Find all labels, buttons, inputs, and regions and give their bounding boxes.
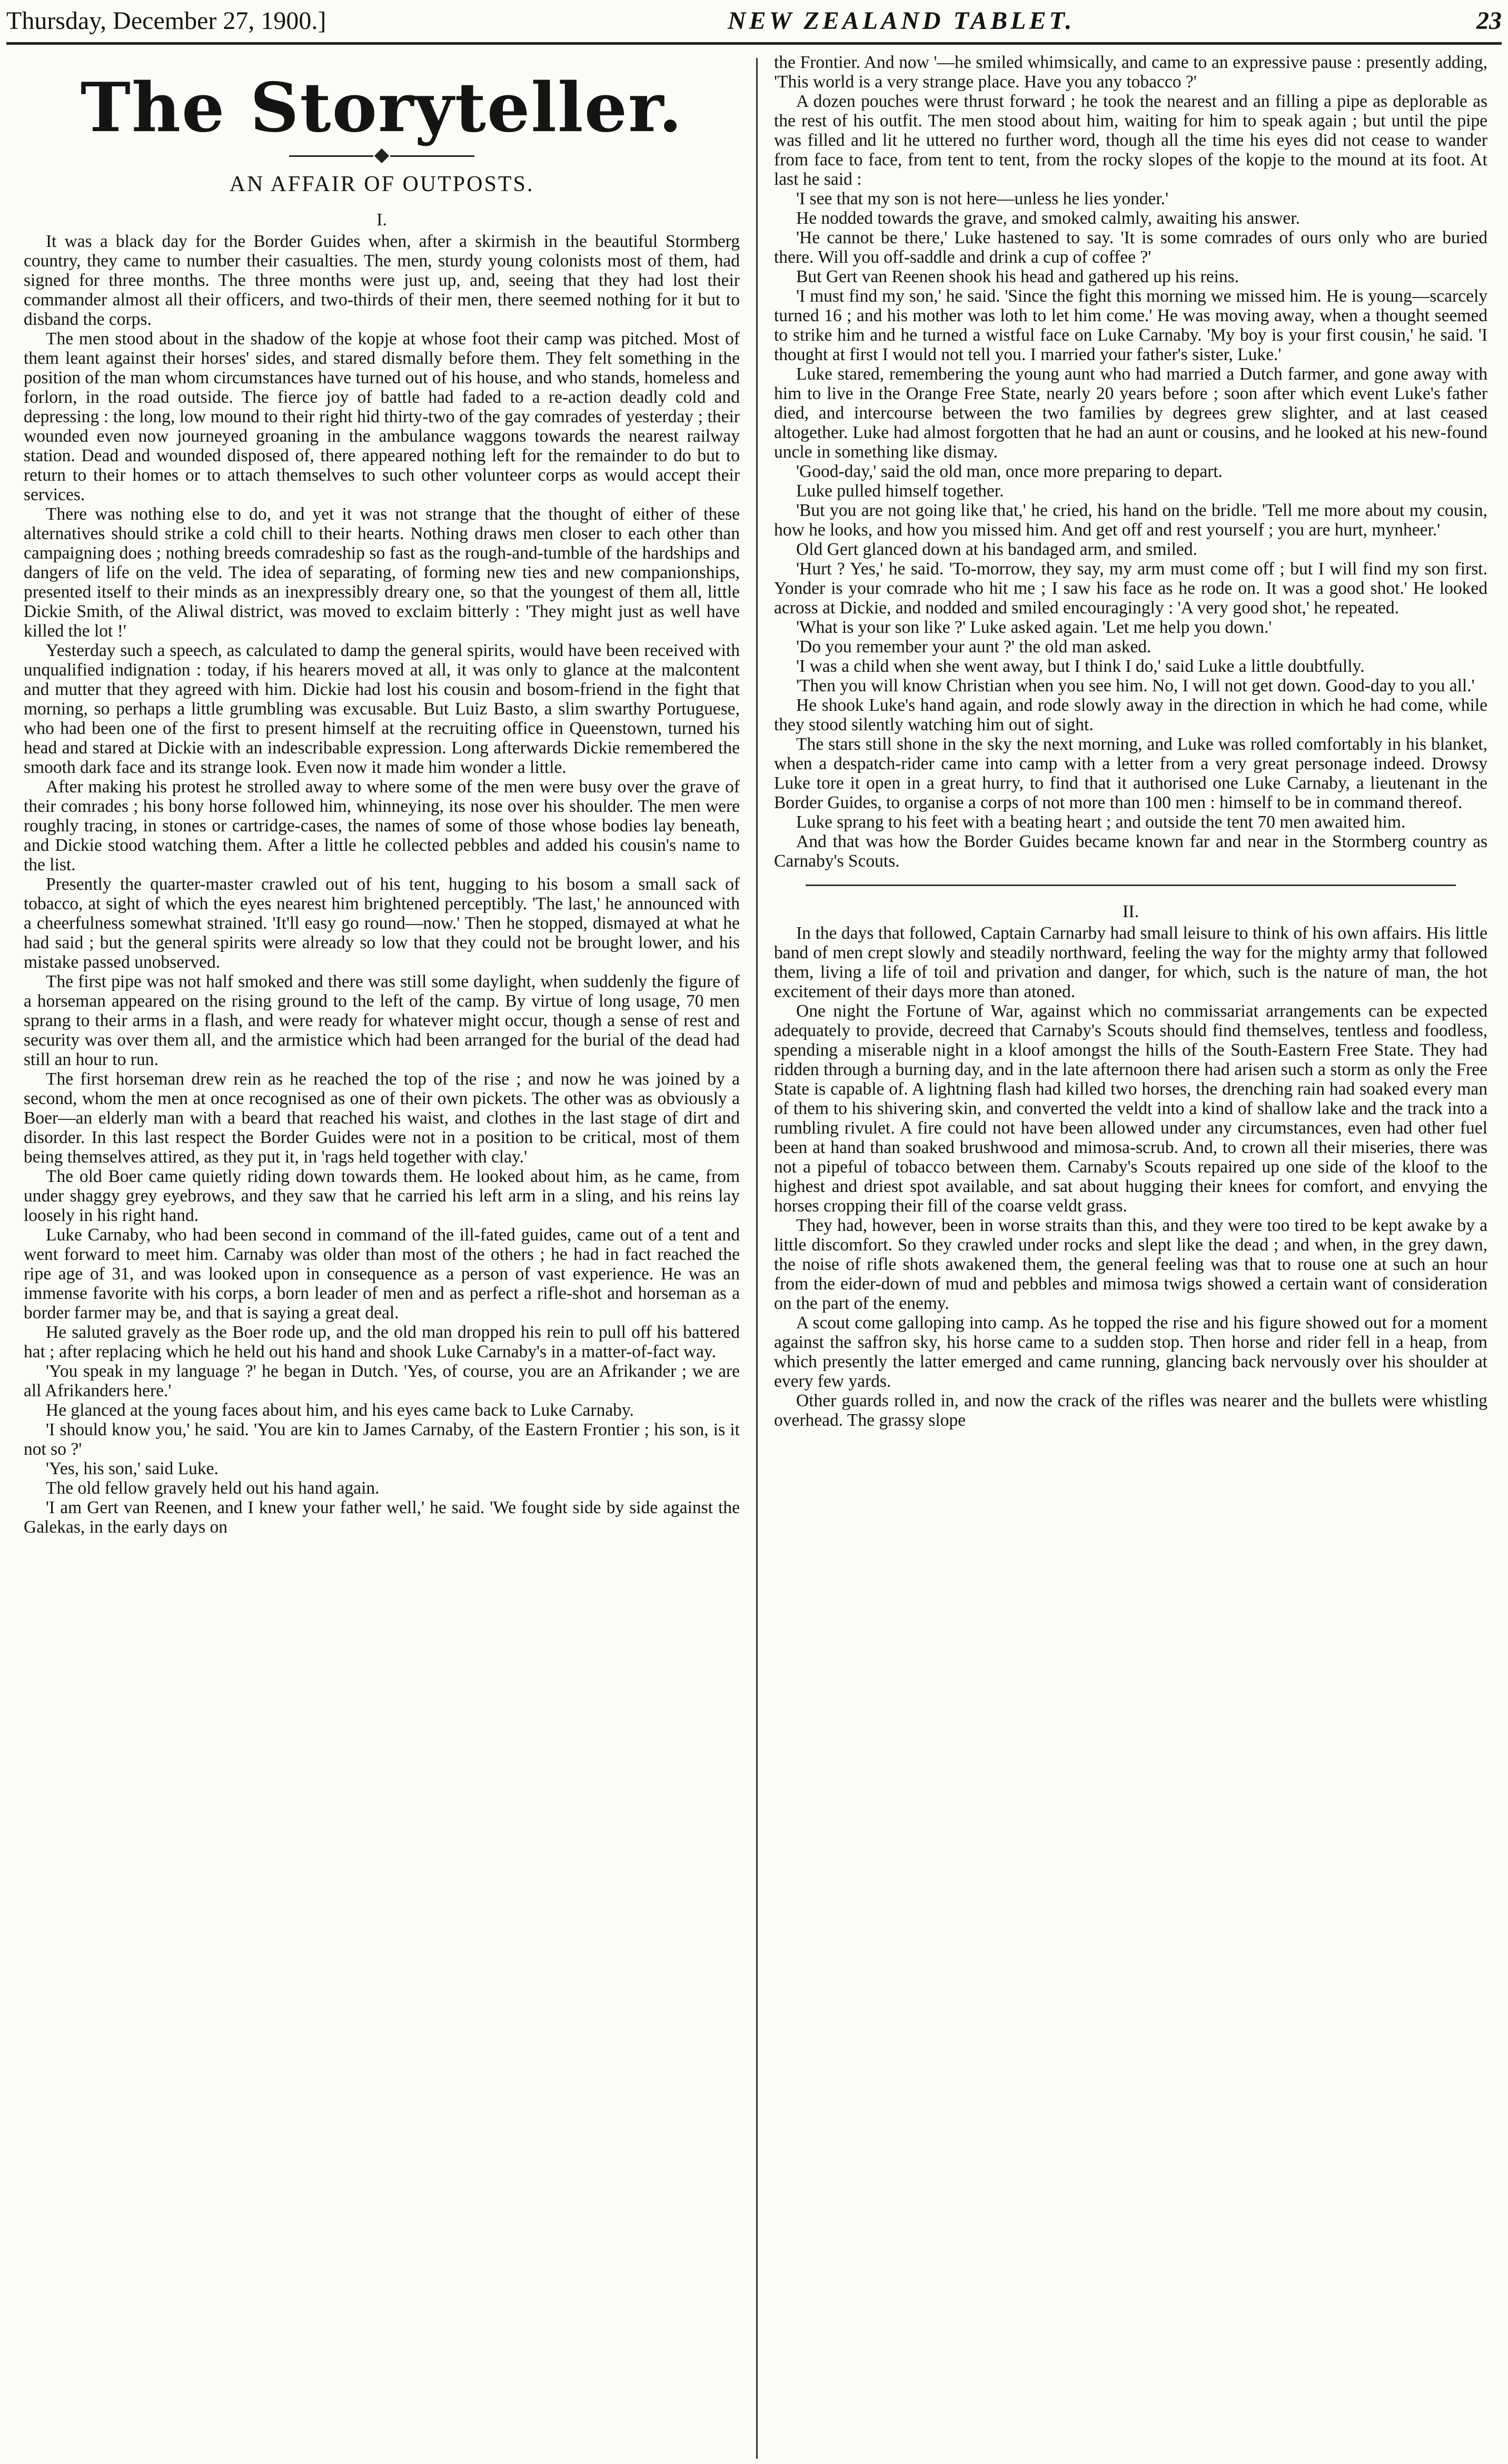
paragraph: They had, however, been in worse straits than this, and they were too tired to be kept awake by a little discomfort. So they crawled under rocks and slept like the dead ; and when, in the grey dawn, the noise of rifle shots awakened them, the general feeling was that to rouse one at such an hour from the eider-down of mud and pebbles and mimosa twigs showed a certain want of consideration on the part of the enemy. xyxy=(774,1216,1487,1313)
paragraph: 'Hurt ? Yes,' he said. 'To-morrow, they say, my arm must come off ; but I will find my son first. Yonder is your comrade who hit me ; I saw his face as he rode on. It was a good shot.' He looked across at Dickie, and nodded and smiled encouragingly : 'A very good shot,' he repeated. xyxy=(774,559,1487,618)
paragraph: Luke pulled himself together. xyxy=(796,481,1004,501)
section-number: II. xyxy=(1122,902,1139,921)
story-title: AN AFFAIR OF OUTPOSTS. xyxy=(229,172,534,196)
paragraph: It was a black day for the Border Guides when, after a skirmish in the beautiful Stormberg country, they came to number their casualties. The men, sturdy young colonists most of them, had signed for three months. The three months were just up, and, seeing that they had lost their commander almost all their officers, and two-thirds of their men, there seemed nothing for it but to disband the corps. xyxy=(24,232,740,329)
paragraph: After making his protest he strolled away to where some of the men were busy over the grave of their comrades ; his bony horse followed him, whinneying, its nose over his shoulder. The men were roughly tracing, in stones or cartridge-cases, the names of some of those whose bodies lay beneath, and Dickie stood watching them. After a little he collected pebbles and added his cousin's name to the list. xyxy=(24,777,740,875)
paragraph: He glanced at the young faces about him, and his eyes came back to Luke Carnaby. xyxy=(46,1400,634,1420)
paragraph: 'Do you remember your aunt ?' the old man asked. xyxy=(796,637,1152,657)
page-number: 23 xyxy=(1476,6,1502,35)
paragraph: He nodded towards the grave, and smoked calmly, awaiting his answer. xyxy=(796,208,1300,228)
paragraph: The stars still shone in the sky the next morning, and Luke was rolled comfortably in his blanket, when a despatch-rider came into camp with a letter from a very great personage indeed. Drowsy Luke tore it open in a great hurry, to find that it authorised one Luke Carnaby, a lieutenant in the Border Guides, to organise a corps of not more than 100 men : himself to be in command thereof. xyxy=(774,734,1487,812)
paragraph: 'Yes, his son,' said Luke. xyxy=(46,1459,219,1478)
paragraph: Luke sprang to his feet with a beating heart ; and outside the tent 70 men awaited him. xyxy=(796,812,1406,832)
paragraph: 'You speak in my language ?' he began in Dutch. 'Yes, of course, you are an Afrikander ; we are all Afrikanders here.' xyxy=(24,1362,740,1400)
paragraph: A dozen pouches were thrust forward ; he took the nearest and an filling a pipe as deplorable as the rest of his outfit. The men stood about him, waiting for him to speak again ; but until the pipe was filled and lit he uttered no further word, though all the time his eyes did not cease to wander from face to face, from tent to tent, from the rocky slopes of the kopje to the mound at its foot. At last he said : xyxy=(774,92,1487,189)
paragraph: The old Boer came quietly riding down towards them. He looked about him, as he came, from under shaggy grey eyebrows, and they saw that he carried his left arm in a sling, and his reins lay loosely in his right hand. xyxy=(24,1167,740,1225)
paragraph: And that was how the Border Guides became known far and near in the Stormberg country as Carnaby's Scouts. xyxy=(774,832,1487,871)
running-head xyxy=(6,0,1502,41)
paragraph: 'I see that my son is not here—unless he lies yonder.' xyxy=(796,189,1169,208)
paragraph: He saluted gravely as the Boer rode up, and the old man dropped his rein to pull off his battered hat ; after replacing which he held out his hand and shook Luke Carnaby's in a matter-of-fact way. xyxy=(24,1323,740,1362)
paragraph: But Gert van Reenen shook his head and gathered up his reins. xyxy=(796,267,1239,286)
column-divider xyxy=(756,58,758,2459)
paragraph: 'I should know you,' he said. 'You are kin to James Carnaby, of the Eastern Frontier ; his son, is it not so ?' xyxy=(24,1420,740,1459)
paragraph: Luke Carnaby, who had been second in command of the ill-fated guides, came out of a tent and went forward to meet him. Carnaby was older than most of the others ; he had in fact reached the ripe age of 31, and was looked upon in consequence as a person of vast experience. He was an immense favorite with his corps, a born leader of men and as perfect a rifle-shot and horseman as a border farmer may be, and that is saying a great deal. xyxy=(24,1225,740,1323)
paragraph: Old Gert glanced down at his bandaged arm, and smiled. xyxy=(796,540,1197,559)
paragraph: 'I must find my son,' he said. 'Since the fight this morning we missed him. He is young—scarcely turned 16 ; and his mother was loth to let him come.' He was moving away, when a thought seemed to strike him and he turned a wistful face on Luke Carnaby. 'My boy is your first cousin,' he said. 'I thought at first I would not tell you. I married your father's sister, Luke.' xyxy=(774,286,1487,364)
paragraph: One night the Fortune of War, against which no commissariat arrangements can be expected adequately to provide, decreed that Carnaby's Scouts should find themselves, tentless and foodless, spending a miserable night in a kloof amongst the hills of the South-Eastern Free State. They had ridden through a burning day, and in the late afternoon there had arisen such a storm as only the Free State is capable of. A lightning flash had killed two horses, the drenching rain had soaked every man of them to his shivering skin, and converted the veldt into a kind of shallow lake and the track into a rumbling rivulet. A fire could not have been allowed under any circumstances, even had other fuel been at hand than soaked brushwood and mimosa-scrub. And, to crown all their miseries, there was not a pipeful of tobacco between them. Carnaby's Scouts repaired up one side of the kloof to the highest and driest spot available, and sat about hugging their knees for comfort, and envying the horses cropping their fill of the coarse veldt grass. xyxy=(774,1001,1487,1216)
paragraph: Yesterday such a speech, as calculated to damp the general spirits, would have been received with unqualified indignation : today, if his hearers moved at all, it was only to glance at the malcontent and mutter that they agreed with him. Dickie had lost his cousin and bosom-friend in the fight that morning, so perhaps a little grumbling was excusable. But Luiz Basto, a slim swarthy Portuguese, who had been one of the first to present himself at the recruiting office in Queenstown, turned his head and stared at Dickie with an indescribable expression. Long afterwards Dickie remembered the smooth dark face and its strange look. Even now it made him wonder a little. xyxy=(24,641,740,777)
header-rule xyxy=(6,42,1502,45)
right-paragraphs-part2 xyxy=(774,923,1487,1430)
diamond-icon xyxy=(374,148,389,163)
issue-date: Thursday, December 27, 1900.] xyxy=(6,6,326,35)
paragraph: The first pipe was not half smoked and there was still some daylight, when suddenly the figure of a horseman appeared on the rising ground to the left of the camp. By virtue of long usage, 70 men sprang to their arms in a flash, and were ready for whatever might occur, though a sense of rest and security was over them all, and the armistice which had been arranged for the burial of the dead had still an hour to run. xyxy=(24,972,740,1069)
right-column xyxy=(774,53,1487,2459)
paragraph: 'But you are not going like that,' he cried, his hand on the bridle. 'Tell me more about my cousin, how he looks, and how you missed him. And get off and rest yourself ; you are hurt, mynheer.' xyxy=(774,501,1487,540)
paragraph: There was nothing else to do, and yet it was not strange that the thought of either of these alternatives should strike a cold chill to their hearts. Nothing draws men closer to each other than campaigning does ; nothing breeds comradeship so fast as the rough-and-tumble of the hardships and dangers of life on the veld. The idea of separating, of forming new ties and new companionships, presented itself to their minds as an inexpressibly dreary one, so that the youngest of them all, little Dickie Smith, of the Aliwal district, was moved to exclaim bitterly : 'They might just as well have killed the lot !' xyxy=(24,504,740,641)
paragraph: The first horseman drew rein as he reached the top of the rise ; and now he was joined by a second, whom the men at once recognised as one of their own pickets. The other was as obviously a Boer—an elderly man with a beard that reached his waist, and clothes in the last stage of dirt and disorder. In this last respect the Border Guides were not in a position to be critical, most of them being themselves attired, as they put it, in 'rags held together with clay.' xyxy=(24,1069,740,1167)
paragraph: 'Then you will know Christian when you see him. No, I will not get down. Good-day to you all.' xyxy=(796,676,1475,696)
paragraph: In the days that followed, Captain Carnarby had small leisure to think of his own affairs. His little band of men crept slowly and steadily northward, feeling the way for the mighty army that followed them, living a life of toil and privation and danger, for which, such is the nature of man, the hot excitement of their days more than atoned. xyxy=(774,923,1487,1001)
section-masthead: The Storyteller. xyxy=(80,68,683,147)
paragraph: He shook Luke's hand again, and rode slowly away in the direction in which he had come, while they stood silently watching him out of sight. xyxy=(774,696,1487,734)
section-rule xyxy=(806,885,1456,886)
paragraph: The men stood about in the shadow of the kopje at whose foot their camp was pitched. Most of them leant against their horses' sides, and stared dismally before them. They felt something in the position of the man whom circumstances have turned out of his house, and who stands, homeless and forlorn, in the road outside. The fierce joy of battle had faded to a re-action deadly cold and depressing : the long, low mound to their right hid thirty-two of the gay comrades of yesterday ; their wounded even now journeyed groaning in the ambulance waggons towards the nearest railway station. Dead and wounded disposed of, there appeared nothing left for the remainder to do but to return to their homes or to attach themselves to such other volunteer corps as would accept their services. xyxy=(24,329,740,504)
section-number: I. xyxy=(376,210,387,230)
paragraph: A scout come galloping into camp. As he topped the rise and his figure showed out for a moment against the saffron sky, his horse came to a sudden stop. Then horse and rider fell in a heap, from which presently the latter emerged and came running, glancing back nervously over his shoulder at every few yards. xyxy=(774,1313,1487,1391)
right-paragraphs-part1 xyxy=(774,53,1487,871)
paragraph: 'I was a child when she went away, but I think I do,' said Luke a little doubtfully. xyxy=(796,657,1365,676)
paragraph: Luke stared, remembering the young aunt who had married a Dutch farmer, and gone away with him to live in the Orange Free State, nearly 20 years before ; soon after which event Luke's father died, and intercourse between the two families by degrees grew slighter, and at last ceased altogether. Luke had almost forgotten that he had an aunt or cousins, and he looked at his new-found uncle in something like dismay. xyxy=(774,364,1487,462)
paragraph: 'He cannot be there,' Luke hastened to say. 'It is some comrades of ours only who are buried there. Will you off-saddle and drink a cup of coffee ?' xyxy=(774,228,1487,267)
paragraph: Presently the quarter-master crawled out of his tent, hugging to his bosom a small sack of tobacco, at sight of which the eyes nearest him brightened perceptibly. 'The last,' he announced with a cheerfulness somewhat strained. 'It'll easy go round—now.' Then he stopped, dismayed at what he had said ; but the general spirits were already so low that they could not be brought lower, and his mistake passed unobserved. xyxy=(24,875,740,972)
paragraph: 'What is your son like ?' Luke asked again. 'Let me help you down.' xyxy=(796,618,1272,637)
publication-title: NEW ZEALAND TABLET. xyxy=(727,6,1075,35)
paragraph: 'I am Gert van Reenen, and I knew your father well,' he said. 'We fought side by side against the Galekas, in the early days on xyxy=(24,1498,740,1537)
paragraph: the Frontier. And now '—he smiled whimsically, and came to an expressive pause : presently adding, 'This world is a very strange place. Have you any tobacco ?' xyxy=(774,53,1487,92)
paragraph: 'Good-day,' said the old man, once more preparing to depart. xyxy=(796,462,1223,481)
paragraph: Other guards rolled in, and now the crack of the rifles was nearer and the bullets were whistling overhead. The grassy slope xyxy=(774,1391,1487,1430)
paragraph: The old fellow gravely held out his hand again. xyxy=(46,1478,380,1498)
title-ornament xyxy=(24,151,740,161)
left-column xyxy=(24,58,740,2459)
left-paragraphs xyxy=(24,232,740,1537)
